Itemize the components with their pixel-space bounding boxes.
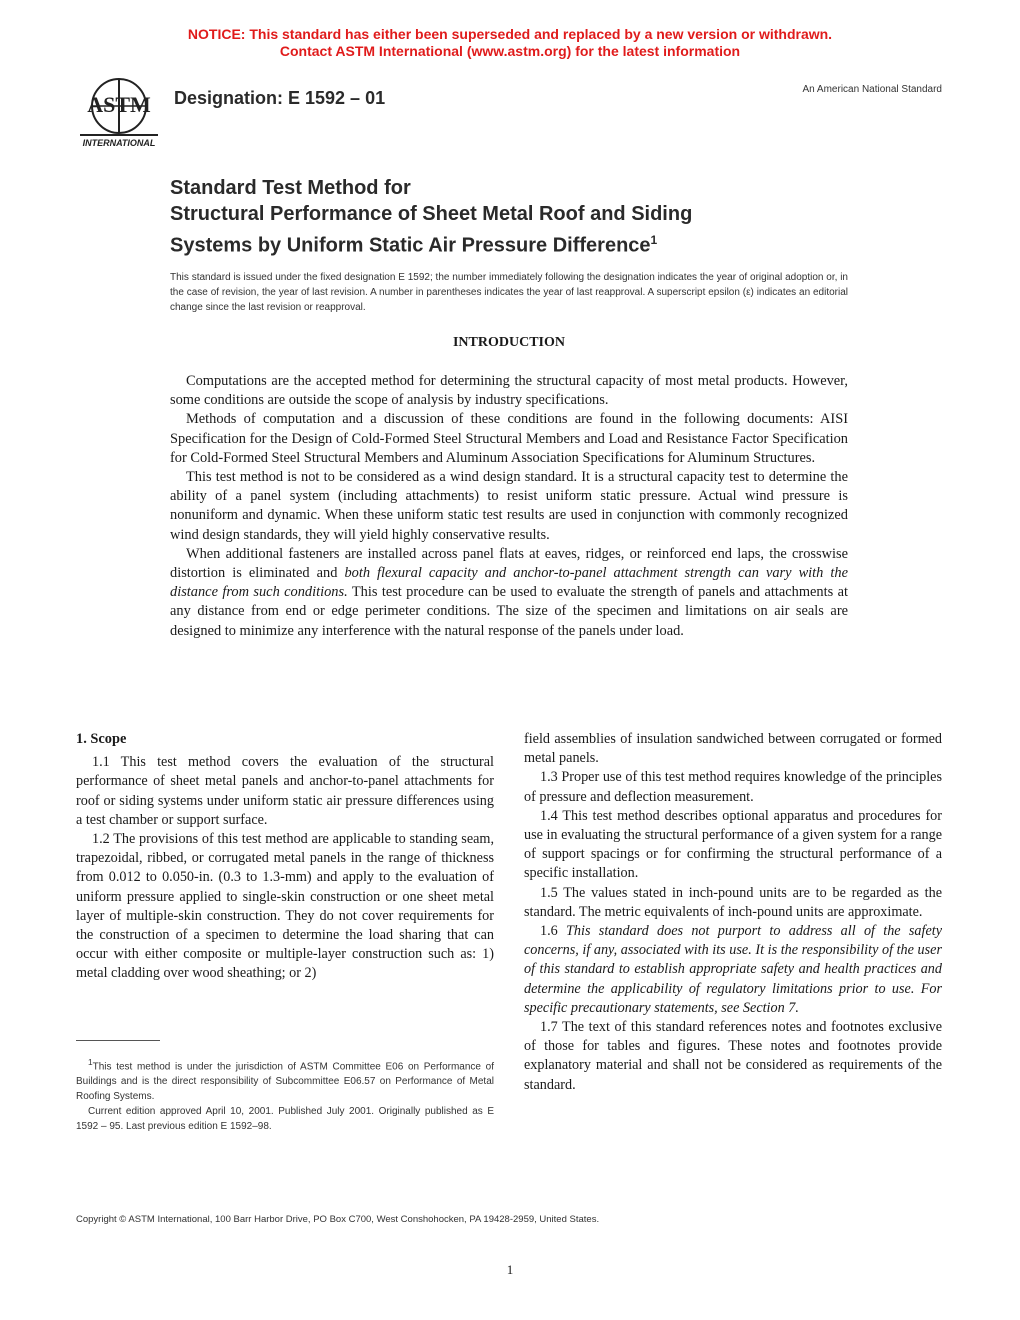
scope-1-1: 1.1 This test method covers the evaluation of the structural performance of sheet metal panels and anchor-to-panel attachments for roof or siding systems under uniform static air pressure differences using a test chamber or support surface. xyxy=(76,754,494,828)
astm-logo xyxy=(78,72,160,150)
document-title xyxy=(170,175,870,259)
copyright: Copyright © ASTM International, 100 Barr Harbor Drive, PO Box C700, West Conshohocken, PA 19428-2959, United States. xyxy=(76,1214,600,1225)
scope-heading: 1. Scope xyxy=(76,731,127,747)
footnote-rule xyxy=(76,1040,160,1041)
logo-subtext: INTERNATIONAL xyxy=(82,138,156,148)
left-column xyxy=(76,730,494,984)
right-column xyxy=(524,730,942,1095)
intro-paragraph-3: This test method is not to be considered as a wind design standard. It is a structural capacity test to determine the ability of a panel system (including attachments) to resist uniform static pressure. Actual wind pressure is nonuniform and dynamic. When these uniform static test results are used in conjunction with commonly recognized wind design standards, they will yield highly conservative results. xyxy=(170,469,848,543)
footnote-1: $^1$This test method is under the jurisdiction of ASTM Committee E06 on Performance of Buildings and is the direct responsibility of Subcommittee E06.57 on Performance of Metal Roofing Systems. xyxy=(76,1057,494,1103)
intro-paragraph-4: When additional fasteners are installed across panel flats at eaves, ridges, or reinforced end laps, the crosswise distortion is eliminated and both flexural capacity and anchor-to-panel attachment strength can vary with the distance from such conditions. This test procedure can be used to evaluate the strength of panels and attachments at any distance from end or edge perimeter conditions. The size of the specimen and limitations on air seals are designed to minimize any interference with the natural response of the panels under load. xyxy=(170,545,848,639)
scope-1-7: 1.7 The text of this standard references notes and footnotes exclusive of those for tables and figures. These notes and footnotes provide explanatory material and shall not be considered as requirements of the standard. xyxy=(524,1019,942,1093)
title-footnote-mark: 1 xyxy=(650,233,658,247)
introduction-body xyxy=(170,372,848,641)
footnote-edition: Current edition approved April 10, 2001. Published July 2001. Originally published as E 1592 – 95. Last previous edition E 1592–98. xyxy=(76,1106,494,1133)
scope-1-2: 1.2 The provisions of this test method are applicable to standing seam, trapezoidal, ribbed, or corrugated metal panels in the range of thickness from 0.012 to 0.050-in. (0.3 to 1.3-mm) and apply to the evaluation of uniform pressure applied to single-skin construction or one sheet metal layer of multiple-skin construction. They do not cover requirements for the construction of a specimen to determine the load sharing that can occur with either composite or multiple-layer construction such as: 1) metal cladding over wood sheathing; or 2) xyxy=(76,831,494,982)
title-line-3: Systems by Uniform Static Air Pressure Difference$^1$ xyxy=(170,233,658,257)
page-number: 1 xyxy=(506,1262,514,1277)
scope-1-5: 1.5 The values stated in inch-pound units are to be regarded as the standard. The metric equivalents of inch-pound units are approximate. xyxy=(524,884,942,920)
scope-1-2-continued: field assemblies of insulation sandwiched between corrugated or formed metal panels. xyxy=(524,731,942,767)
issued-statement: This standard is issued under the fixed designation E 1592; the number immediately following the designation indicates the year of original adoption or, in the case of revision, the year of last revision. A number in parentheses indicates the year of last reapproval. A superscript epsilon (ε) indicates an editorial change since the last revision or reapproval. xyxy=(170,272,848,313)
title-line-1: Standard Test Method for xyxy=(170,177,411,199)
title-line-2: Structural Performance of Sheet Metal Roof and Siding xyxy=(170,203,693,225)
scope-1-4: 1.4 This test method describes optional apparatus and procedures for use in evaluating the structural performance of a given system for a range of support spacings or for confirming the structural performance of a specific installation. xyxy=(524,807,942,882)
intro-paragraph-1: Computations are the accepted method for determining the structural capacity of most metal products. However, some conditions are outside the scope of analysis by industry specifications. xyxy=(170,373,848,409)
american-national-standard: An American National Standard xyxy=(802,84,942,95)
intro-paragraph-2: Methods of computation and a discussion of these conditions are found in the following documents: AISI Specification for the Design of Cold-Formed Steel Structural Members and Load and Resistance Factor Specification for Cold-Formed Steel Structural Members and Aluminum Association Specifications for Aluminum Structures. xyxy=(170,411,848,466)
scope-1-6: 1.6 This standard does not purport to address all of the safety concerns, if any, associated with its use. It is the responsibility of the user of this standard to establish appropriate safety and health practices and determine the applicability of regulatory limitations prior to use. For specific precautionary statements, see Section 7. xyxy=(524,923,942,1016)
scope-1-3: 1.3 Proper use of this test method requires knowledge of the principles of pressure and deflection measurement. xyxy=(524,769,942,805)
introduction-heading: INTRODUCTION xyxy=(452,335,565,350)
section-7-link[interactable]: 7 xyxy=(788,999,796,1016)
footnote xyxy=(76,1055,494,1134)
notice-line-1: NOTICE: This standard has either been superseded and replaced by a new version or withdrawn. xyxy=(187,26,833,42)
designation: Designation: E 1592 – 01 xyxy=(174,88,386,108)
notice-line-2: Contact ASTM International (www.astm.org) for the latest information xyxy=(279,43,741,59)
logo-text: ASTM xyxy=(87,92,151,117)
